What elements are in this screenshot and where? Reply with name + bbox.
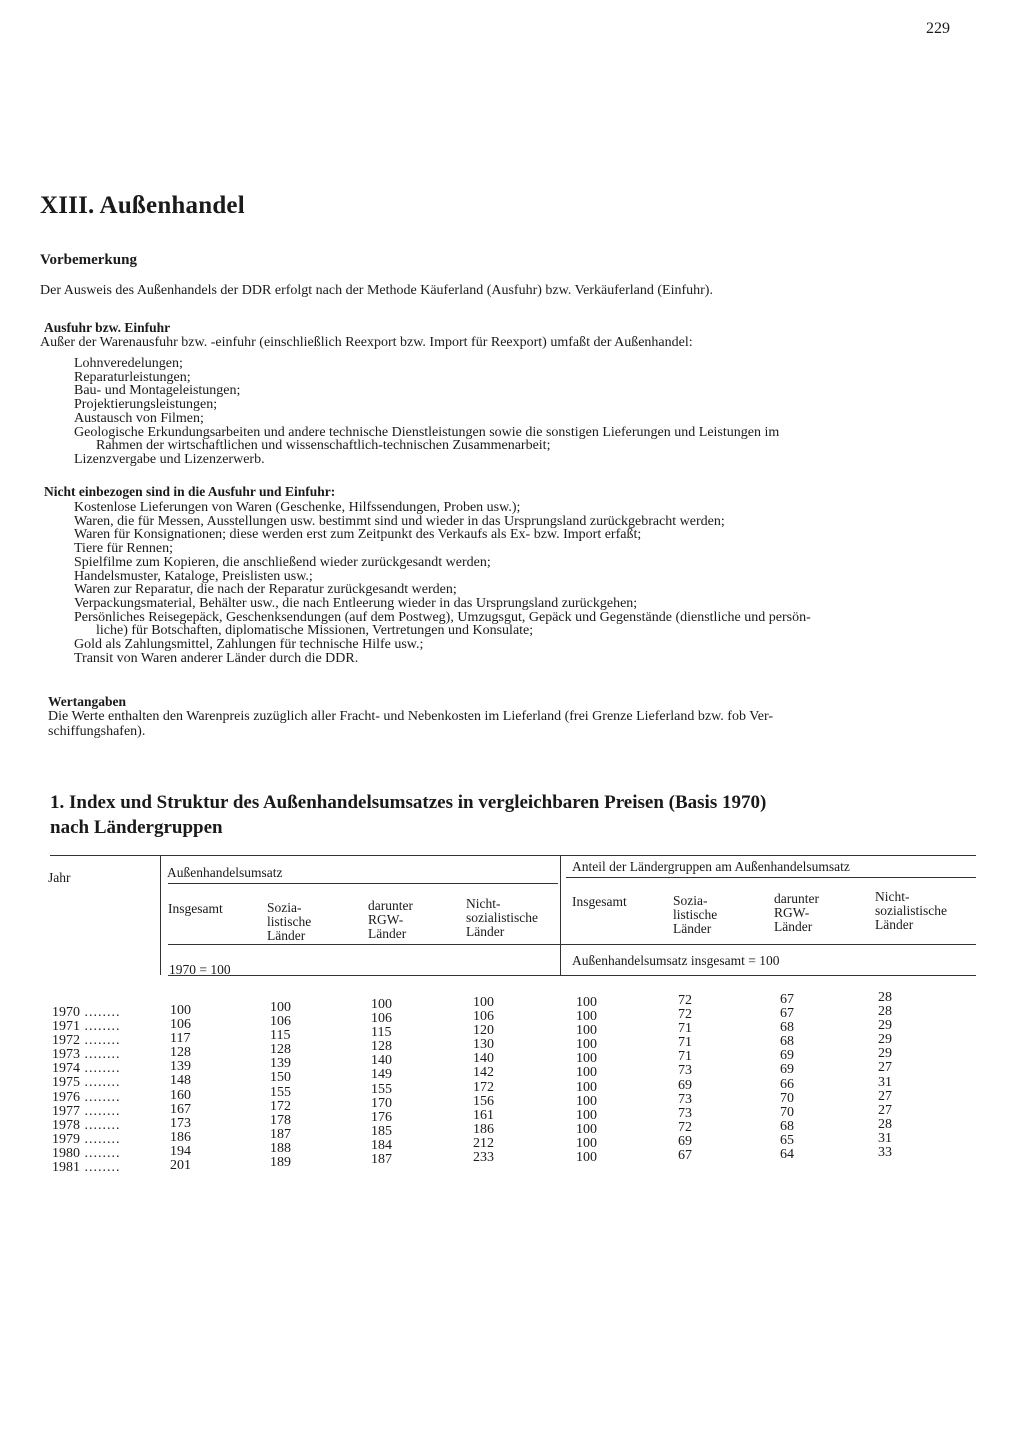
- table-cell: 160: [170, 1087, 191, 1103]
- year-cell: 1978 ........: [52, 1117, 121, 1133]
- unit-label-anteil: Außenhandelsumsatz insgesamt = 100: [572, 953, 780, 968]
- table-cell: 100: [576, 1023, 597, 1039]
- table-cell: 173: [170, 1115, 191, 1131]
- col-header-nichtsozialistische: Nicht- sozialistische Länder: [466, 896, 538, 939]
- list-item: Verpackungsmaterial, Behälter usw., die nach Entleerung wieder in das Ursprungsland zurückgehen;: [74, 595, 638, 611]
- year-cell: 1980 ........: [52, 1145, 121, 1161]
- table-cell: 184: [371, 1137, 392, 1153]
- list-item: Waren zur Reparatur, die nach der Reparatur zurückgesandt werden;: [74, 582, 457, 598]
- table-cell: 100: [473, 995, 494, 1010]
- table-cell: 142: [473, 1065, 494, 1081]
- vertical-rule-jahr: [160, 855, 161, 975]
- table-cell: 187: [270, 1126, 291, 1142]
- table-title-line1: 1. Index und Struktur des Außenhandelsumsatzes in vergleichbaren Preisen (Basis 1970): [50, 792, 767, 813]
- table-cell: 149: [371, 1067, 392, 1083]
- list-item: Rahmen der wirtschaftlichen und wissenschaftlich-technischen Zusammenarbeit;: [96, 438, 551, 454]
- table-cell: 128: [371, 1039, 392, 1055]
- col-header-nichtsozialistische-anteil: Nicht- sozialistische Länder: [875, 889, 947, 932]
- nicht-einbezogen-section: [44, 484, 984, 665]
- list-item: Persönliches Reisegepäck, Geschenksendungen (auf dem Postweg), Umzugsgut, Gepäck und Gegenstände (dienstliche und persön-: [74, 609, 811, 625]
- list-item: Waren, die für Messen, Ausstellungen usw. bestimmt sind und wieder in das Ursprungsland zurückgebracht werden;: [74, 513, 725, 529]
- year-cell: 1974 ........: [52, 1061, 121, 1077]
- ausfuhr-heading: Ausfuhr bzw. Einfuhr: [44, 320, 171, 335]
- table-cell: 72: [678, 1007, 692, 1023]
- table-cell: 212: [473, 1135, 494, 1151]
- table-cell: 29: [878, 1032, 892, 1048]
- list-item: Reparaturleistungen;: [74, 369, 191, 385]
- table-cell: 100: [170, 1003, 191, 1018]
- value-column: [780, 993, 794, 1162]
- table-cell: 67: [780, 992, 794, 1007]
- table-cell: 65: [780, 1132, 794, 1148]
- table-cell: 100: [576, 1009, 597, 1025]
- table-cell: 115: [371, 1025, 392, 1041]
- ausfuhr-text: Außer der Warenausfuhr bzw. -einfuhr (einschließlich Reexport bzw. Import für Reexport) umfaßt der Außenhandel:: [40, 335, 693, 350]
- table-cell: 100: [576, 1051, 597, 1067]
- table-cell: 120: [473, 1023, 494, 1039]
- table-cell: 27: [878, 1060, 892, 1076]
- table-top-rule: [50, 855, 976, 856]
- list-item: Lohnveredelungen;: [74, 356, 183, 371]
- value-column: [371, 998, 392, 1167]
- page-number: 229: [926, 20, 950, 37]
- table-cell: 29: [878, 1046, 892, 1062]
- chapter-title: XIII. Außenhandel: [40, 192, 245, 219]
- table-cell: 167: [170, 1101, 191, 1117]
- table-cell: 71: [678, 1049, 692, 1065]
- unit-rule: [168, 975, 976, 976]
- list-item: Tiere für Rennen;: [74, 541, 174, 557]
- table-cell: 100: [576, 1135, 597, 1151]
- table-cell: 139: [170, 1059, 191, 1075]
- table-cell: 115: [270, 1028, 291, 1044]
- group-header-umsatz: Außenhandelsumsatz: [167, 865, 283, 880]
- table-cell: 185: [371, 1123, 392, 1139]
- table-cell: 73: [678, 1105, 692, 1121]
- table-cell: 106: [270, 1014, 291, 1030]
- list-item: Geologische Erkundungsarbeiten und andere technische Dienstleistungen sowie die sonstigen Lieferungen und Leistungen im: [74, 424, 780, 440]
- table-cell: 68: [780, 1034, 794, 1050]
- table-cell: 28: [878, 990, 892, 1005]
- value-column: [576, 996, 597, 1165]
- table-cell: 176: [371, 1109, 392, 1125]
- table-cell: 186: [170, 1129, 191, 1145]
- table-cell: 172: [270, 1098, 291, 1114]
- table-cell: 140: [371, 1053, 392, 1069]
- table-cell: 100: [576, 995, 597, 1010]
- table-cell: 67: [780, 1006, 794, 1022]
- list-item: Lizenzvergabe und Lizenzerwerb.: [74, 451, 265, 467]
- unit-label-index: 1970 = 100: [169, 962, 231, 977]
- header-rule: [168, 944, 976, 945]
- table-cell: 72: [678, 1119, 692, 1135]
- vertical-rule-middle: [560, 855, 561, 975]
- value-column: [473, 996, 494, 1165]
- table-cell: 29: [878, 1018, 892, 1034]
- table-cell: 139: [270, 1056, 291, 1072]
- table-cell: 186: [473, 1121, 494, 1137]
- table-cell: 27: [878, 1088, 892, 1104]
- col-header-sozialistische-anteil: Sozia- listische Länder: [673, 893, 718, 936]
- table-cell: 27: [878, 1102, 892, 1118]
- table-cell: 28: [878, 1116, 892, 1132]
- wertangaben-line: schiffungshafen).: [48, 724, 146, 739]
- list-item: Waren für Konsignationen; diese werden erst zum Zeitpunkt des Verkaufs als Ex- bzw. Import erfaßt;: [74, 527, 642, 543]
- table-cell: 100: [576, 1121, 597, 1137]
- table-cell: 71: [678, 1035, 692, 1051]
- value-column: [678, 994, 692, 1163]
- list-item: Austausch von Filmen;: [74, 410, 204, 426]
- table-title-line2: nach Ländergruppen: [50, 817, 223, 838]
- ausfuhr-section: [40, 320, 984, 467]
- year-cell: 1979 ........: [52, 1131, 121, 1147]
- table-cell: 100: [270, 1000, 291, 1015]
- group-rule-right: [566, 877, 976, 878]
- table-cell: 100: [576, 1093, 597, 1109]
- table-cell: 69: [678, 1133, 692, 1149]
- value-column: [170, 1004, 191, 1173]
- table-cell: 31: [878, 1130, 892, 1146]
- list-item: Spielfilme zum Kopieren, die anschließend wieder zurückgesandt werden;: [74, 554, 491, 570]
- table-cell: 128: [170, 1045, 191, 1061]
- table-cell: 100: [576, 1065, 597, 1081]
- year-cell: 1977 ........: [52, 1103, 121, 1119]
- table-cell: 69: [678, 1077, 692, 1093]
- table-cell: 178: [270, 1112, 291, 1128]
- year-cell: 1981 ........: [52, 1160, 121, 1176]
- section-heading: Vorbemerkung: [40, 252, 137, 268]
- table-cell: 106: [473, 1009, 494, 1025]
- year-cell: 1976 ........: [52, 1089, 121, 1105]
- list-item: Transit von Waren anderer Länder durch die DDR.: [74, 650, 359, 666]
- year-cell: 1971 ........: [52, 1019, 121, 1035]
- table-cell: 106: [371, 1011, 392, 1027]
- year-cell: 1975 ........: [52, 1075, 121, 1091]
- list-item: Kostenlose Lieferungen von Waren (Geschenke, Hilfssendungen, Proben usw.);: [74, 500, 521, 515]
- ausfuhr-list: [44, 357, 984, 467]
- table-title: [50, 790, 766, 840]
- list-item: Projektierungsleistungen;: [74, 397, 218, 413]
- table-cell: 68: [780, 1020, 794, 1036]
- value-column: [270, 1001, 291, 1170]
- col-header-jahr: Jahr: [48, 870, 71, 885]
- group-header-anteil: Anteil der Ländergruppen am Außenhandelsumsatz: [572, 859, 850, 874]
- value-column: [878, 991, 892, 1160]
- table-cell: 150: [270, 1070, 291, 1086]
- table-cell: 117: [170, 1031, 191, 1047]
- table-cell: 68: [780, 1118, 794, 1134]
- list-item: Gold als Zahlungsmittel, Zahlungen für technische Hilfe usw.;: [74, 637, 424, 653]
- table-cell: 156: [473, 1093, 494, 1109]
- table-cell: 28: [878, 1004, 892, 1020]
- table-cell: 155: [270, 1084, 291, 1100]
- table-cell: 71: [678, 1021, 692, 1037]
- year-column: [52, 1006, 162, 1175]
- table-cell: 66: [780, 1076, 794, 1092]
- table-cell: 100: [576, 1107, 597, 1123]
- table-cell: 70: [780, 1090, 794, 1106]
- table-cell: 100: [576, 1037, 597, 1053]
- col-header-insgesamt: Insgesamt: [168, 901, 223, 916]
- col-header-insgesamt-anteil: Insgesamt: [572, 894, 627, 909]
- table-cell: 233: [473, 1150, 494, 1166]
- table-cell: 69: [780, 1048, 794, 1064]
- list-item: Bau- und Montageleistungen;: [74, 383, 241, 399]
- table-cell: 67: [678, 1148, 692, 1164]
- col-header-rgw: darunter RGW- Länder: [368, 898, 413, 941]
- nicht-einbezogen-heading: Nicht einbezogen sind in die Ausfuhr und Einfuhr:: [44, 484, 336, 499]
- wertangaben-section: [48, 694, 988, 739]
- table-cell: 72: [678, 993, 692, 1008]
- table-cell: 170: [371, 1095, 392, 1111]
- wertangaben-line: Die Werte enthalten den Warenpreis zuzüglich aller Fracht- und Nebenkosten im Lieferland (frei Grenze Lieferland bzw. fob Ver-: [48, 709, 774, 724]
- table-cell: 64: [780, 1147, 794, 1163]
- table-cell: 100: [576, 1150, 597, 1166]
- table-cell: 106: [170, 1017, 191, 1033]
- wertangaben-heading: Wertangaben: [48, 694, 127, 709]
- list-item: Handelsmuster, Kataloge, Preislisten usw.;: [74, 568, 313, 584]
- table-cell: 69: [780, 1062, 794, 1078]
- group-rule-left: [168, 883, 558, 884]
- table-cell: 148: [170, 1073, 191, 1089]
- table-cell: 161: [473, 1107, 494, 1123]
- table-cell: 100: [576, 1079, 597, 1095]
- table-cell: 172: [473, 1079, 494, 1095]
- table-cell: 201: [170, 1158, 191, 1174]
- table-cell: 130: [473, 1037, 494, 1053]
- col-header-sozialistische: Sozia- listische Länder: [267, 900, 312, 943]
- table-cell: 70: [780, 1104, 794, 1120]
- table-cell: 31: [878, 1074, 892, 1090]
- table-cell: 155: [371, 1081, 392, 1097]
- table-cell: 188: [270, 1140, 291, 1156]
- table-cell: 128: [270, 1042, 291, 1058]
- table-cell: 187: [371, 1152, 392, 1168]
- intro-paragraph: Der Ausweis des Außenhandels der DDR erfolgt nach der Methode Käuferland (Ausfuhr) bzw. Verkäuferland (Einfuhr).: [40, 283, 713, 298]
- table-cell: 100: [371, 997, 392, 1012]
- table-cell: 33: [878, 1145, 892, 1161]
- table-cell: 189: [270, 1155, 291, 1171]
- col-header-rgw-anteil: darunter RGW- Länder: [774, 891, 819, 934]
- year-cell: 1972 ........: [52, 1033, 121, 1049]
- year-cell: 1973 ........: [52, 1047, 121, 1063]
- table-cell: 140: [473, 1051, 494, 1067]
- nicht-einbezogen-list: [44, 501, 984, 665]
- table-cell: 73: [678, 1063, 692, 1079]
- list-item: liche) für Botschaften, diplomatische Missionen, Vertretungen und Konsulate;: [96, 623, 534, 639]
- year-cell: 1970 ........: [52, 1005, 121, 1020]
- table-cell: 73: [678, 1091, 692, 1107]
- table-cell: 194: [170, 1143, 191, 1159]
